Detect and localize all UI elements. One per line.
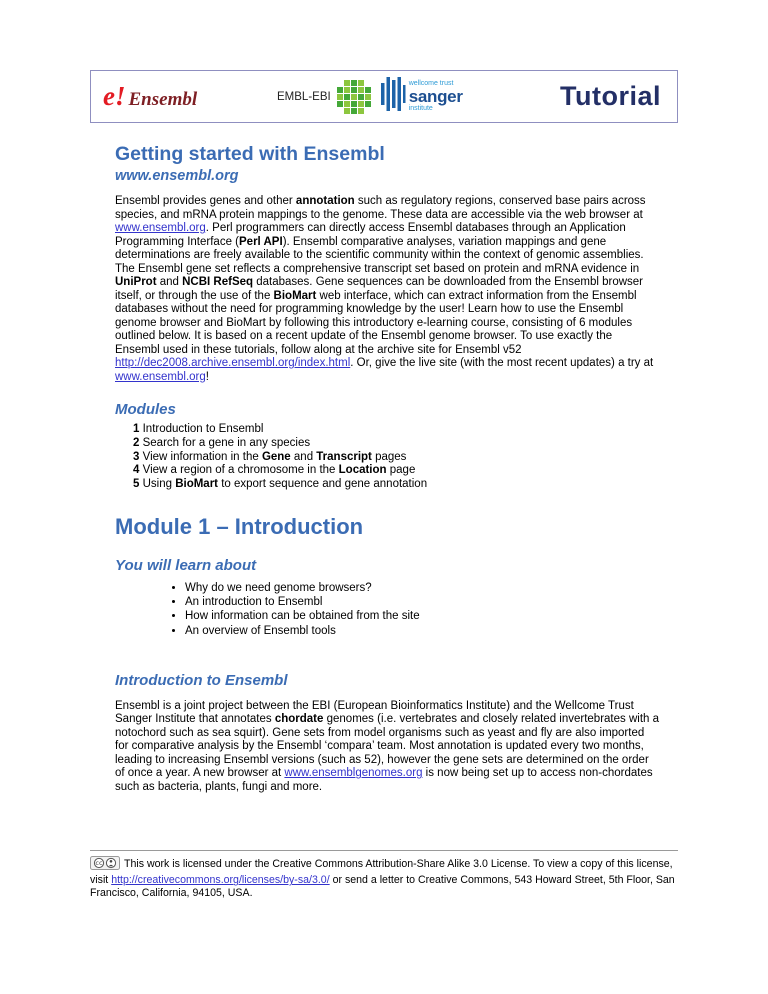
text-run: View information in the [139, 450, 262, 463]
document-body [115, 143, 660, 794]
text-link[interactable]: http://creativecommons.org/licenses/by-sa/3.0/ [111, 874, 330, 887]
module-list-item-1 [133, 423, 660, 437]
text-run: ). Ensembl comparative analyses, variation mappings and gene determinations are freely available to the scientific community within the context of genomic assemblies. The Ensembl gene set reflects a comprehensive transcript set based on protein and mRNA evidence in [115, 235, 644, 275]
text-run: ! [205, 370, 209, 383]
module-list-item-4 [133, 464, 660, 478]
modules-list [133, 423, 660, 492]
text-run: databases. Gene sequences can be downloaded from the Ensembl browser itself, or through the use of the [115, 276, 644, 302]
wellcome-trust-label: wellcome trust [408, 80, 454, 88]
text-run: This work is licensed under the Creative Commons Attribution-Share Alike 3.0 License. To view a copy of this license, visit [90, 858, 673, 887]
learn-bullet-3: • How information can be obtained from the site [185, 609, 660, 623]
bold-text: BioMart [175, 478, 219, 491]
bold-text: Perl API [239, 235, 283, 248]
text-link[interactable]: www.ensemblgenomes.org [284, 767, 423, 780]
module-list-item-2 [133, 437, 660, 451]
institute-label: institute [408, 105, 433, 113]
ensembl-e-mark: e! [103, 81, 126, 111]
cc-license-icon [90, 856, 120, 874]
tutorial-title: Tutorial [560, 81, 661, 111]
text-run: and [156, 276, 183, 288]
embl-ebi-label: EMBL-EBI [277, 90, 331, 103]
embl-ebi-logo-icon [336, 79, 372, 115]
text-run: to export sequence and gene annotation [218, 478, 428, 491]
text-run: and [290, 450, 317, 463]
text-run: Search for a gene in any species [139, 436, 311, 449]
license-paragraph [90, 856, 678, 900]
learn-bullet-1: • Why do we need genome browsers? [185, 581, 660, 595]
bold-text: 2 [133, 436, 140, 449]
sanger-logo-icon [380, 76, 406, 117]
ensembl-wordmark: Ensembl [128, 89, 198, 110]
bold-text: NCBI RefSeq [182, 276, 254, 288]
text-run: or send a letter to Creative Commons, 543 Howard Street, 5th Floor, San Francisco, California, 94105, USA. [90, 874, 675, 900]
page-title: Getting started with Ensembl [115, 143, 385, 165]
text-run: such as regulatory regions, conserved base pairs across species, and mRNA protein mappings to the genome. These data are accessible via the web browser at [115, 195, 646, 221]
text-run: pages [371, 450, 407, 463]
license-footer [90, 850, 678, 900]
bold-text: chordate [274, 713, 324, 726]
modules-heading: Modules [115, 401, 176, 418]
bold-text: annotation [295, 195, 355, 207]
text-run: View a region of a chromosome in the [139, 464, 339, 477]
learn-bullet-2: • An introduction to Ensembl [185, 595, 660, 609]
ensembl-logo [103, 81, 253, 112]
text-link[interactable]: www.ensembl.org [115, 370, 206, 383]
learn-bullet-4: • An overview of Ensembl tools [185, 624, 660, 638]
text-link[interactable]: http://dec2008.archive.ensembl.org/index.html [115, 357, 351, 369]
bold-text: 4 [133, 464, 140, 477]
bold-text: UniProt [115, 276, 157, 288]
page-subtitle: www.ensembl.org [115, 168, 239, 184]
learn-about-heading: You will learn about [115, 556, 257, 574]
module1-heading: Module 1 – Introduction [115, 513, 364, 539]
text-run: is now being set up to access non-chordates such as bacteria, plants, fungi and more. [115, 767, 653, 793]
text-run: genomes (i.e. vertebrates and closely related invertebrates with a notochord such as sea squirt). Gene sets from model organisms such as yeast and fly are also imported for comparative analysis by the Ensembl ‘compara’ team. Most annotation is updated every two months, leading to increasing Ensembl versions (such as 52), however the gene sets are determined on the order of once a year. A new browser at [115, 713, 660, 780]
license-text [90, 858, 675, 899]
sanger-logo [380, 76, 463, 117]
introduction-heading: Introduction to Ensembl [115, 671, 288, 689]
bold-text: Location [338, 464, 387, 477]
text-run: web interface, which can extract information from the Ensembl databases without the need for programming knowledge by the user! Learn how to use the Ensembl genome browser and BioMart by following this introductory e-learning course, consisting of 6 modules outlined below. It is based on a recent update of the Ensembl genome browser. To use exactly the Ensembl used in these tutorials, follow along at the archive site for Ensembl v52 [115, 289, 637, 356]
text-run: page [386, 464, 416, 477]
sanger-wordmark: sanger [408, 86, 463, 106]
learn-about-list [115, 581, 660, 638]
bold-text: Transcript [316, 450, 372, 463]
introduction-paragraph [115, 700, 660, 795]
bold-text: BioMart [273, 289, 317, 302]
bold-text: Gene [261, 450, 291, 463]
svg-text:cc: cc [95, 859, 103, 868]
intro-paragraph [115, 195, 660, 384]
module-list-item-3 [133, 451, 660, 465]
text-run: Ensembl provides genes and other [115, 195, 296, 207]
text-run: Introduction to Ensembl [139, 423, 264, 435]
module-list-item-5 [133, 478, 660, 492]
bold-text: 3 [133, 450, 140, 463]
text-run: Using [139, 478, 176, 491]
text-link[interactable]: www.ensembl.org [115, 222, 206, 234]
bold-text: 1 [133, 423, 140, 435]
header-banner [90, 70, 678, 123]
text-run: Ensembl is a joint project between the EBI (European Bioinformatics Institute) and the Wellcome Trust Sanger Institute that annotates [115, 699, 634, 726]
bold-text: 5 [133, 478, 140, 491]
text-run: . Perl programmers can directly access Ensembl databases through an Application Programming Interface ( [115, 222, 626, 248]
text-run: . Or, give the live site (with the most recent updates) a try at [350, 357, 654, 369]
sanger-wordmark-block [409, 80, 463, 113]
